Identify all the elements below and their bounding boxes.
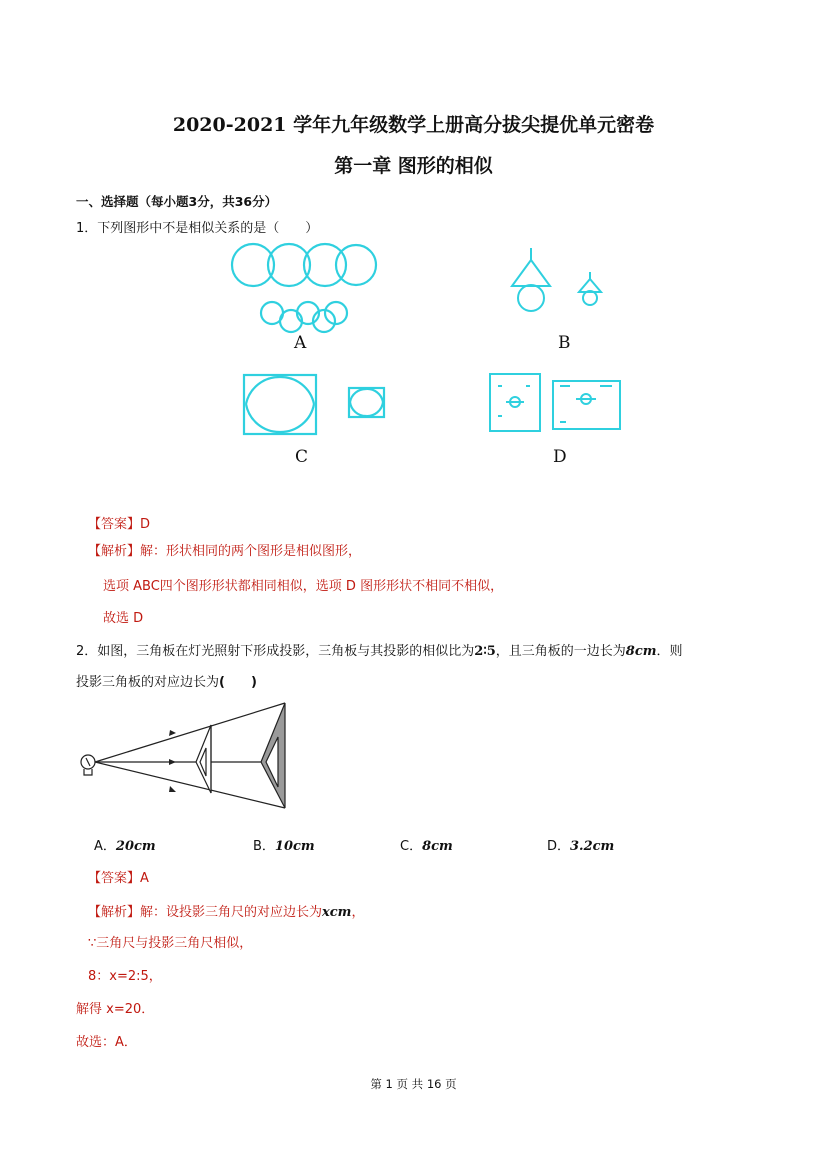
page-title: 2020-2021 学年九年级数学上册高分拔尖提优单元密卷 bbox=[172, 114, 655, 136]
answer-paren: ( ) bbox=[219, 675, 257, 690]
section-heading: 一、选择题（每小题3分，共36分） bbox=[76, 194, 278, 209]
q2-analysis: 【解析】解：设投影三角尺的对应边长为xcm， bbox=[88, 905, 365, 920]
figure-b-lamps bbox=[505, 246, 620, 316]
figure-d-frames bbox=[488, 372, 628, 434]
option-c[interactable]: C．8cm bbox=[400, 839, 453, 854]
figure-c-label: C bbox=[295, 447, 309, 467]
option-d[interactable]: D．3.2cm bbox=[547, 839, 615, 854]
q2-equation: 8：x=2:5， bbox=[88, 969, 162, 984]
figure-c-squares bbox=[241, 372, 391, 437]
question-1-stem: 1．下列图形中不是相似关系的是（ ） bbox=[76, 221, 319, 236]
option-b[interactable]: B．10cm bbox=[253, 839, 315, 854]
figure-b-label: B bbox=[558, 333, 571, 353]
projection-figure bbox=[78, 700, 298, 812]
q2-answer: 【答案】A bbox=[88, 871, 149, 886]
q2-solve: 解得 x=20． bbox=[76, 1002, 155, 1017]
q1-analysis-line3: 故选 D bbox=[103, 611, 144, 626]
length-value: 8cm bbox=[625, 644, 657, 659]
page-footer: 第 1 页 共 16 页 bbox=[370, 1077, 457, 1091]
q2-because: ∵三角尺与投影三角尺相似， bbox=[88, 936, 253, 951]
question-2-stem-line2: 投影三角板的对应边长为( ) bbox=[76, 675, 257, 690]
q1-answer: 【答案】D bbox=[88, 517, 151, 532]
figure-d-label: D bbox=[553, 447, 567, 467]
q1-analysis-line2: 选项 ABC四个图形形状都相同相似，选项 D 图形形状不相同不相似， bbox=[103, 579, 504, 594]
q2-choose: 故选：A． bbox=[76, 1035, 137, 1050]
figure-a-rings bbox=[228, 240, 378, 335]
ratio-value: 2∶5 bbox=[474, 644, 496, 659]
chapter-title: 第一章 图形的相似 bbox=[334, 155, 493, 177]
figure-a-label: A bbox=[294, 333, 307, 353]
option-a[interactable]: A．20cm bbox=[94, 839, 156, 854]
question-2-stem: 2．如图，三角板在灯光照射下形成投影，三角板与其投影的相似比为2∶5，且三角板的一边长为8cm．则 bbox=[76, 644, 683, 659]
var-xcm: xcm bbox=[322, 905, 352, 920]
q1-analysis: 【解析】解：形状相同的两个图形是相似图形， bbox=[88, 544, 362, 559]
